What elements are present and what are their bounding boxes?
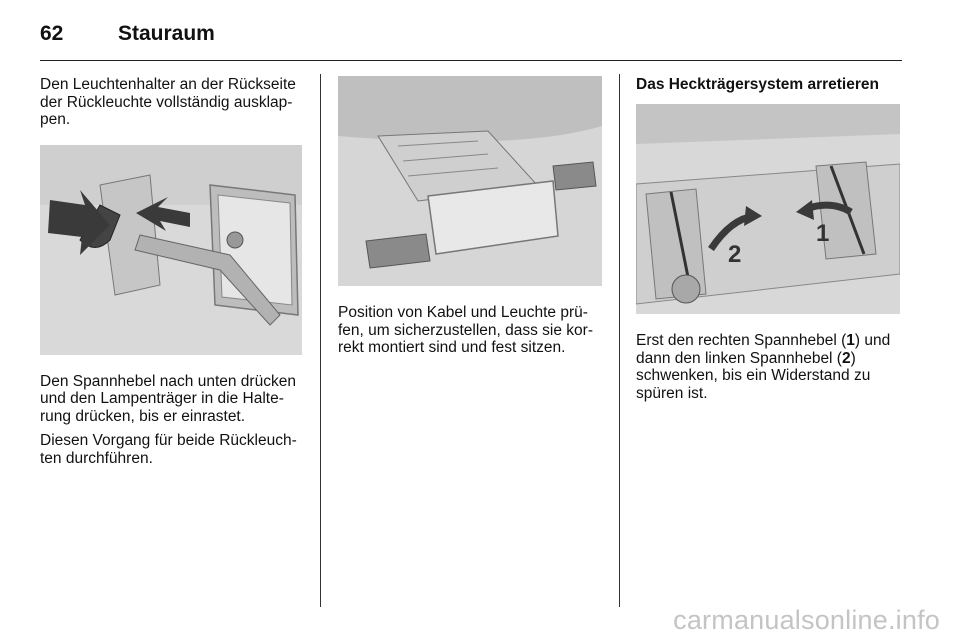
instruction-text: Den Spannhebel nach unten drücken und den Lampenträger in die Halte-rung drücken, bis er einrastet. (40, 372, 296, 425)
rear-carrier-lock-illustration (636, 104, 900, 314)
callout-label-2: 2 (728, 241, 742, 268)
instruction-text: Erst den rechten Spannhebel (1) und dann den linken Spannhebel (2) schwenken, bis ein Widerstand zu spüren ist. (636, 332, 891, 402)
callout-ref-1: 1 (846, 332, 855, 349)
instruction-text: Position von Kabel und Leuchte prü-fen, um sicherzustellen, dass sie kor-rekt montiert sind und fest sitzen. (338, 304, 593, 356)
lamp-position-illustration (338, 76, 602, 286)
column-divider (619, 74, 620, 607)
instruction-text: Diesen Vorgang für beide Rückleuch-ten durchführen. (40, 432, 297, 467)
column-left (40, 76, 304, 467)
callout-ref-2: 2 (841, 349, 851, 367)
column-right (636, 76, 900, 402)
watermark-text: carmanualsonline.info (673, 605, 940, 635)
column-middle (338, 76, 602, 357)
page-number: 62 (40, 22, 64, 45)
instruction-text: Den Leuchtenhalter an der Rückseite der Rückleuchte vollständig ausklap-pen. (40, 76, 296, 128)
section-heading: Das Heckträgersystem arretieren (636, 76, 879, 93)
page-header (40, 18, 902, 61)
column-divider (320, 74, 321, 607)
callout-label-1: 1 (816, 220, 830, 247)
section-title: Stauraum (118, 22, 215, 45)
taillight-holder-illustration (40, 145, 302, 355)
